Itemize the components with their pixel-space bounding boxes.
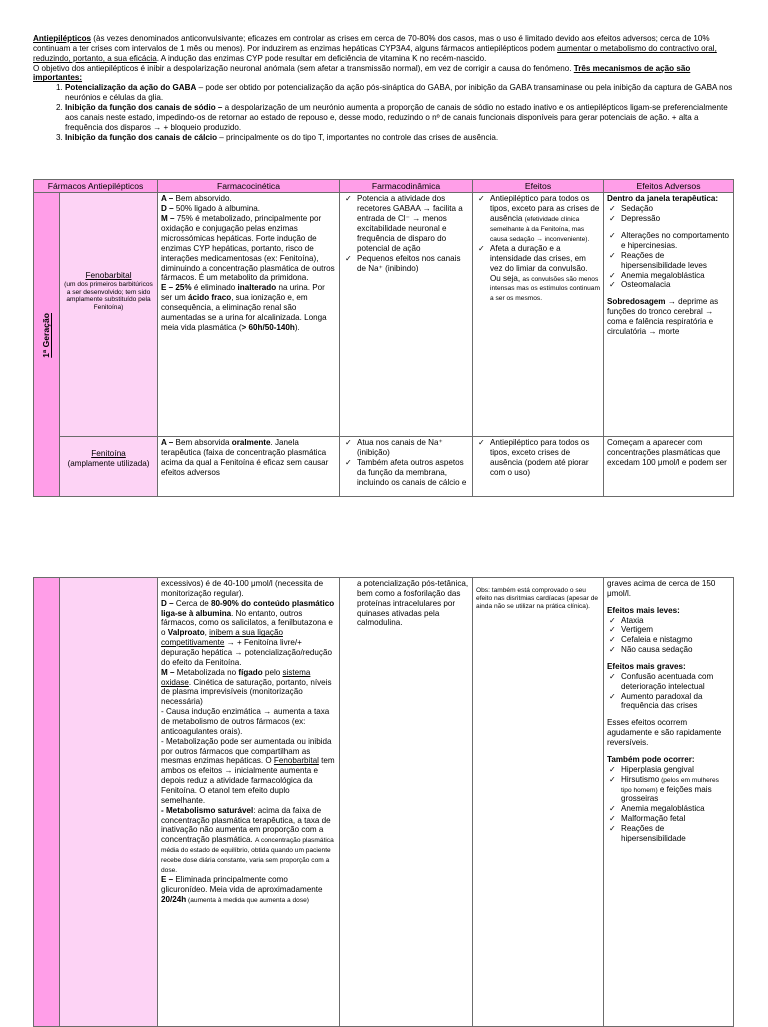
effects-cell-fenobarbital [473, 193, 604, 437]
pd-cell-fenitoina [340, 437, 473, 497]
drug-cell-continued [60, 578, 158, 1027]
list-item: ✓ Afeta a duração e a intensidade das crises, em vez do limiar da convulsão. Ou seja, as convulsões são menos intensas mas os estímulos continuam a ser os mesmos. [476, 244, 600, 303]
list-item: ✓ Potencia a atividade dos recetores GABAA → facilita a entrada de Cl⁻ → menos excitabilidade neuronal e frequência de disparo do potencial de ação [343, 194, 469, 253]
list-item: ✓ Anemia megaloblástica [607, 271, 730, 281]
header-adverse-effects: Efeitos Adversos [604, 180, 734, 193]
list-item: ✓ Ataxia [607, 616, 730, 626]
list-item: ✓ Sedação [607, 204, 730, 214]
pk-cell-fenitoina: A – Bem absorvida oralmente. Janela terapêutica (faixa de concentração plasmática acima da qual a Fenitoína é eficaz sem causar efeitos adversos [158, 437, 340, 497]
header-effects: Efeitos [473, 180, 604, 193]
drug-cell-fenitoina [60, 437, 158, 497]
mechanism-item: 2. Inibição da função dos canais de sódio – a despolarização de um neurónio aumenta a proporção de canais de sódio no estado inativo e os antiepilépticos ligam-se preferencialmente aos canais neste estado, impedindo-os de retornar ao estado de repouso e, desse modo, reduzindo o nº de canais funcionais disponíveis para gerar potenciais de ação. + alta a frequência dos disparos → + bloqueio produzido. [65, 103, 733, 133]
intro-section [33, 34, 733, 142]
list-item: ✓ Cefaleia e nistagmo [607, 635, 730, 645]
pd-cell-fenobarbital [340, 193, 473, 437]
adverse-cell-fenobarbital: Dentro da janela terapêutica: ✓ Sedação ✓ Depressão ✓ Alterações no comportamento e hipercinesias. ✓ Reações de hipersensibilidade leves ✓ Anemia megaloblástica ✓ Osteomalacia Sobredosagem → deprime as funções do tronco cerebral → coma e falência respiratória e circulatória → morte [604, 193, 734, 437]
intro-title: Antiepilépticos [33, 34, 92, 43]
list-item: ✓ Anemia megaloblástica [607, 804, 730, 814]
drug-cell-fenobarbital [60, 193, 158, 437]
generation-label: 1ª Geração [41, 313, 52, 359]
list-item: ✓ Atua nos canais de Na⁺ (inibição) [343, 438, 469, 458]
list-item: ✓ Pequenos efeitos nos canais de Na⁺ (inibindo) [343, 254, 469, 274]
list-item: ✓ Confusão acentuada com deterioração intelectual [607, 672, 730, 692]
list-item: ✓ Reações de hipersensibilidade leves [607, 251, 730, 271]
list-item: ✓ Vertigem [607, 625, 730, 635]
list-item: ✓ Depressão [607, 214, 730, 224]
pk-cell-fenobarbital: A – Bem absorvido. D – 50% ligado à albumina. M – 75% é metabolizado, principalmente por oxidação e conjugação pelas enzimas microssómicas hepáticas. Forte indução de enzimas CYP hepáticas, portanto, risco de interações medicamentosas (ex: Fenitoína), diminuindo a concentração plasmática de outros fármacos. É um metabolito da primidona. E – 25% é eliminado inalterado na urina. Por ser um ácido fraco, sua ionização e, em consequência, a eliminação renal são aumentadas se a urina for alcalinizada. Longa meia vida plasmática (> 60h/50-140h). [158, 193, 340, 437]
list-item: ✓ Também afeta outros aspetos da função da membrana, incluindo os canais de cálcio e [343, 458, 469, 488]
header-pharmacokinetics: Farmacocinética [158, 180, 340, 193]
drug-note-fenobarbital: (um dos primeiros barbitúricos a ser desenvolvido; tem sido amplamente substituído pela Fenitoína) [64, 280, 153, 312]
overdose-note: Sobredosagem → deprime as funções do tronco cerebral → coma e falência respiratória e circulatória → morte [607, 297, 719, 336]
header-pharmacodynamics: Farmacodinâmica [340, 180, 473, 193]
drug-name-fenobarbital: Fenobarbital [85, 270, 132, 281]
table-row-fenitoina-continued [34, 578, 734, 1027]
drug-table-part-1 [33, 179, 734, 497]
table-row-fenitoina [34, 437, 734, 497]
generation-cell-continued [34, 578, 60, 1027]
mechanisms-list [33, 83, 733, 142]
drug-table-part-2 [33, 577, 734, 1027]
list-item: ✓ Reações de hipersensibilidade [607, 824, 730, 844]
generation-cell [34, 193, 60, 497]
list-item: ✓ Osteomalacia [607, 280, 730, 290]
effects-cell-fenitoina-continued: Obs: também está comprovado o seu efeito nas disritmias cardíacas (apesar de ainda não se utilizar na prática clínica). [473, 578, 604, 1027]
list-item: ✓ Hiperplasia gengival [607, 765, 730, 775]
intro-objective: O objetivo dos antiepilépticos é inibir a despolarização neuronal anómala (sem afetar a transmissão normal), em vez de corrigir a causa do fenómeno. Três mecanismos de ação são importantes: [33, 63, 691, 83]
list-item: ✓ Alterações no comportamento e hipercinesias. [607, 231, 730, 251]
drug-note-fenitoina: (amplamente utilizada) [67, 458, 150, 468]
list-item: ✓ Aumento paradoxal da frequência das crises [607, 692, 730, 712]
list-item: ✓ Não causa sedação [607, 645, 730, 655]
list-item: ✓ Malformação fetal [607, 814, 730, 824]
mechanism-item: 1. Potencialização da ação do GABA – pode ser obtido por potencialização da ação pós-sináptica do GABA, por inibição da GABA transaminase ou pela inibição da captura de GABA nos neurónios e células da glia. [65, 83, 733, 103]
adverse-cell-fenitoina: Começam a aparecer com concentrações plasmáticas que excedam 100 μmol/l e podem ser [604, 437, 734, 497]
table-row-fenobarbital [34, 193, 734, 437]
list-item: ✓ Hirsutismo (pelos em mulheres tipo homem) e feições mais grosseiras [607, 775, 730, 805]
intro-paragraph: Antiepilépticos (às vezes denominados anticonvulsivante; eficazes em controlar as crises em cerca de 70-80% dos casos, mas o uso é limitado devido aos efeitos adversos; cerca de 10% continuam a ter crises com intervalos de 1 mês ou menos). Por induzirem as enzimas hepáticas CYP3A4, alguns fármacos antiepilépticos podem aumentar o metabolismo do contractivo oral, reduzindo, portanto, a sua eficácia. A indução das enzimas CYP pode resultar em deficiência de vitamina K no recém-nascido. [33, 34, 717, 63]
mechanism-item: 3. Inibição da função dos canais de cálcio – principalmente os do tipo T, importantes no controle das crises de ausência. [65, 133, 733, 143]
effects-cell-fenitoina [473, 437, 604, 497]
list-item: ✓ Antiepiléptico para todos os tipos, exceto crises de ausência (podem até piorar com o uso) [476, 438, 600, 477]
header-drugs: Fármacos Antiepilépticos [34, 180, 158, 193]
list-item: ✓ Antiepiléptico para todos os tipos, exceto para as crises de ausência (efetividade clínica semelhante à da Fenitoína, mas causa sedação → inconveniente). [476, 194, 600, 243]
drug-name-fenitoina: Fenitoína [91, 448, 126, 459]
pk-cell-fenitoina-continued: excessivos) é de 40-100 μmol/l (necessita de monitorização regular). D – Cerca de 80-90% do conteúdo plasmático liga-se à albumina. No entanto, outros fármacos, como os salicilatos, a fenilbutazona e o Valproato, inibem a sua ligação competitivamente → + Fenitoína livre/+ depuração hepática → potencialização/redução do efeito da Fenitoína. M – Metabolizada no fígado pelo sistema oxidase. Cinética de saturação, portanto, níveis de plasma imprevisíveis (monitorização necessária) - Causa indução enzimática → aumenta a taxa de metabolismo de outros fármacos (ex: anticoagulantes orais). - Metabolização pode ser aumentada ou inibida por outros fármacos que compartilham as mesmas enzimas hepáticas. O Fenobarbital tem ambos os efeitos → inicialmente aumenta e depois reduz a atividade farmacológica da Fenitoína. O etanol tem efeito duplo semelhante. - Metabolismo saturável: acima da faixa de concentração plasmática terapêutica, a taxa de inativação não aumenta em proporção com a concentração plasmática. A concentração plasmática média do estado de equilíbrio, obtida quando um paciente recebe dose diária constante, varia sem proporção com a dose. E – Eliminada principalmente como glicuronídeo. Meia vida de aproximadamente 20/24h (aumenta à medida que aumenta a dose) [158, 578, 340, 1027]
table-header-row [34, 180, 734, 193]
pd-cell-fenitoina-continued: a potencialização pós-tetânica, bem como a fosforilação das proteínas intracelulares por quinases ativadas pela calmodulina. [340, 578, 473, 1027]
adverse-cell-fenitoina-continued: graves acima de cerca de 150 μmol/l. Efeitos mais leves: ✓ Ataxia ✓ Vertigem ✓ Cefaleia e nistagmo ✓ Não causa sedação Efeitos mais graves: ✓ Confusão acentuada com deterioração intelectual ✓ Aumento paradoxal da frequência das crises Esses efeitos ocorrem agudamente e são rapidamente reversíveis. Também pode ocorrer: ✓ Hiperplasia gengival ✓ Hirsutismo (pelos em mulheres tipo homem) e feições mais grosseiras ✓ Anemia megaloblástica ✓ Malformação fetal ✓ Reações de hipersensibilidade [604, 578, 734, 1027]
